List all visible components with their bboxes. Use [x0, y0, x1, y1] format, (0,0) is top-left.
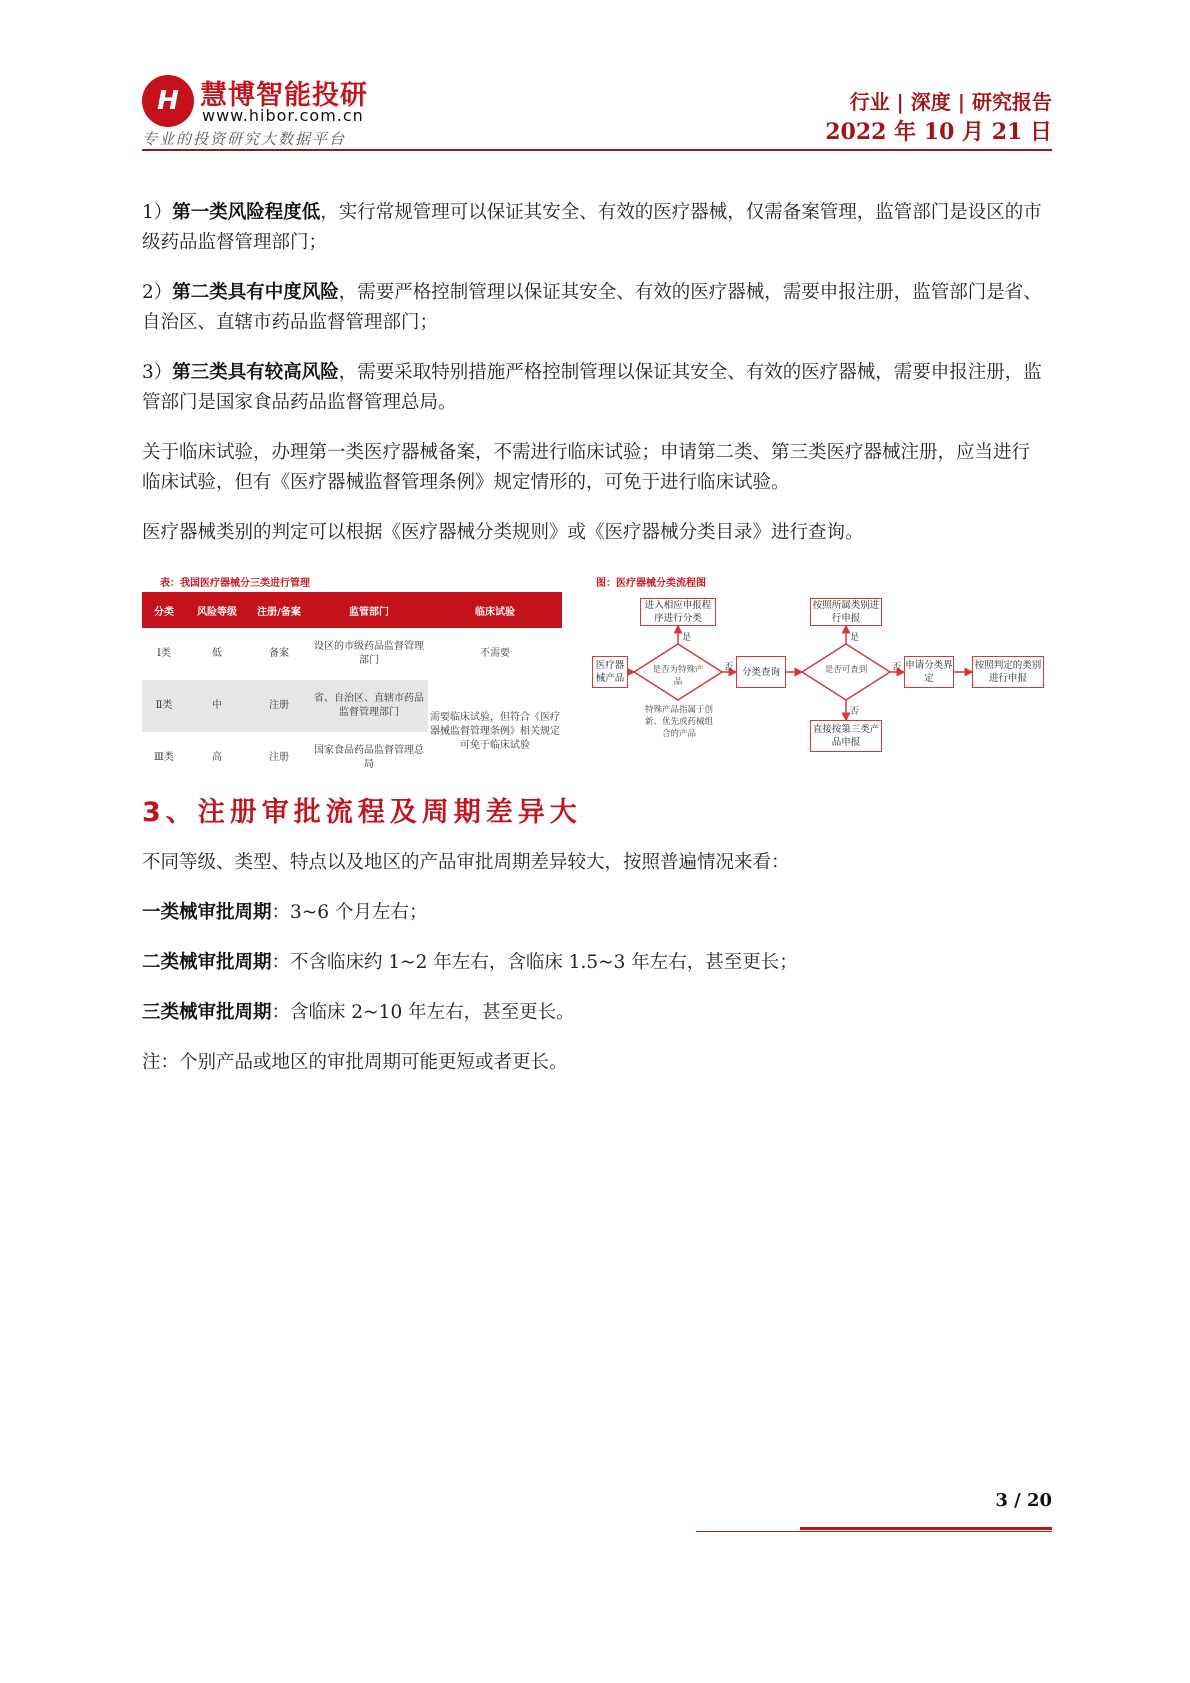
- table-cell: 低: [212, 648, 222, 659]
- list-number: 1）: [142, 202, 173, 223]
- header-divider: [142, 149, 1052, 151]
- paragraph-text: ：3~6 个月左右；: [271, 902, 428, 923]
- footer-divider: [696, 1531, 1052, 1532]
- table-cell: 注册: [269, 752, 289, 763]
- table-cell: 设区的市级药品监督管理部门: [314, 641, 424, 666]
- flow-classification-query: 分类查询: [736, 656, 786, 688]
- footer-divider-accent: [800, 1527, 1052, 1530]
- bold-term: 第二类具有中度风险: [172, 282, 339, 303]
- flow-no-label: 否: [724, 663, 734, 673]
- table-header: 风险等级: [186, 592, 248, 628]
- table-header: 临床试验: [428, 592, 562, 628]
- flow-apply-by-category: 按照所属类别进行申报: [810, 598, 882, 626]
- paragraph-text: ，实行常规管理可以保证其安全、有效的医疗器械，仅需备案管理，监管部门是设区的市级药品监督管理部门；: [142, 202, 1042, 253]
- paragraph-class-1: [142, 198, 1042, 258]
- table-row: [142, 680, 562, 732]
- report-date: 2022 年 10 月 21 日: [825, 119, 1052, 145]
- paragraph-class-2: [142, 278, 1042, 338]
- flow-no-label: 否: [850, 707, 860, 717]
- page-header: [142, 70, 1052, 148]
- paragraph-clinical-trial: 关于临床试验，办理第一类医疗器械备案，不需进行临床试验；申请第二类、第三类医疗器械注册，应当进行临床试验，但有《医疗器械监督管理条例》规定情形的，可免于进行临床试验。: [142, 442, 1031, 493]
- paragraph-text: ：不含临床约 1~2 年左右，含临床 1.5~3 年左右，甚至更长；: [271, 952, 798, 973]
- table-header-row: [142, 592, 562, 628]
- decision-special-label: 是否为特殊产品: [652, 665, 704, 687]
- table-cell: 需要临床试验，但符合《医疗器械监督管理条例》相关规定可免于临床试验: [428, 680, 562, 784]
- paragraph-class-3: [142, 358, 1042, 418]
- table-cell: 省、自治区、直辖市药品监督管理部门: [310, 680, 428, 732]
- flow-apply-definition: 申请分类界定: [904, 656, 954, 688]
- table-cell: 不需要: [480, 648, 510, 659]
- bold-term: 第三类具有较高风险: [172, 362, 339, 383]
- paragraph-text: ，需要严格控制管理以保证其安全、有效的医疗器械，需要申报注册，监管部门是省、自治区、直辖市药品监督管理部门；: [142, 282, 1042, 333]
- report-category: 行业 | 深度 | 研究报告: [849, 90, 1052, 114]
- cycle-class-3: [142, 998, 1042, 1028]
- section-note: 注：个别产品或地区的审批周期可能更短或者更长。: [142, 1052, 568, 1073]
- table-cell: 备案: [269, 648, 289, 659]
- table-cell: Ⅲ类: [154, 752, 174, 763]
- paragraph-text: ：含临床 2~10 年左右，甚至更长。: [271, 1002, 575, 1023]
- flow-yes-label: 是: [682, 633, 692, 643]
- decision-found-label: 是否可查到: [824, 665, 868, 675]
- bold-term: 第一类风险程度低: [172, 202, 321, 223]
- table-header: 注册/备案: [248, 592, 310, 628]
- flow-enter-procedure: 进入相应申报程序进行分类: [640, 598, 716, 626]
- logo-name: 慧博智能投研: [200, 80, 368, 111]
- flow-start-device-product: 医疗器械产品: [592, 656, 628, 688]
- table-cell: Ⅰ类: [157, 648, 171, 659]
- table-cell: 高: [212, 752, 222, 763]
- table-header: 分类: [142, 592, 186, 628]
- table-cell: 注册: [248, 680, 310, 732]
- table-cell: 国家食品药品监督管理总局: [314, 745, 424, 770]
- section-heading: 3、注册审批流程及周期差异大: [142, 797, 582, 828]
- cycle-class-1: [142, 898, 1042, 928]
- flow-special-note: 特殊产品指属于创新、优先或药械组合的产品: [644, 705, 713, 739]
- bold-term: 二类械审批周期: [142, 952, 272, 973]
- logo-url[interactable]: www.hibor.com.cn: [202, 106, 364, 125]
- flowchart-title: 图：医疗器械分类流程图: [596, 578, 706, 589]
- flow-direct-third-class: 直接按第三类产品申报: [810, 720, 882, 752]
- cycle-class-2: [142, 948, 1042, 978]
- flow-apply-by-result: 按照判定的类别进行申报: [972, 656, 1044, 688]
- table-cell: 中: [186, 680, 248, 732]
- list-number: 2）: [142, 282, 173, 303]
- hibor-logo-icon: H: [142, 75, 194, 127]
- page-number: 3 / 20: [995, 1490, 1052, 1511]
- table-row: [142, 628, 562, 680]
- paragraph-text: ，需要采取特别措施严格控制管理以保证其安全、有效的医疗器械，需要申报注册，监管部门是国家食品药品监督管理总局。: [142, 362, 1042, 413]
- flow-no-label: 否: [892, 663, 902, 673]
- table-cell: Ⅱ类: [142, 680, 186, 732]
- list-number: 3）: [142, 362, 173, 383]
- bold-term: 三类械审批周期: [142, 1002, 272, 1023]
- flow-yes-label: 是: [850, 633, 860, 643]
- table-header: 监管部门: [310, 592, 428, 628]
- paragraph-classification-query: 医疗器械类别的判定可以根据《医疗器械分类规则》或《医疗器械分类目录》进行查询。: [142, 522, 864, 543]
- bold-term: 一类械审批周期: [142, 902, 272, 923]
- classification-table: [142, 592, 562, 784]
- table-title: 表：我国医疗器械分三类进行管理: [160, 578, 310, 589]
- logo-tagline: 专业的投资研究大数据平台: [142, 130, 347, 148]
- classification-flowchart: [590, 592, 1046, 767]
- section-intro: 不同等级、类型、特点以及地区的产品审批周期差异较大，按照普遍情况来看：: [142, 852, 790, 873]
